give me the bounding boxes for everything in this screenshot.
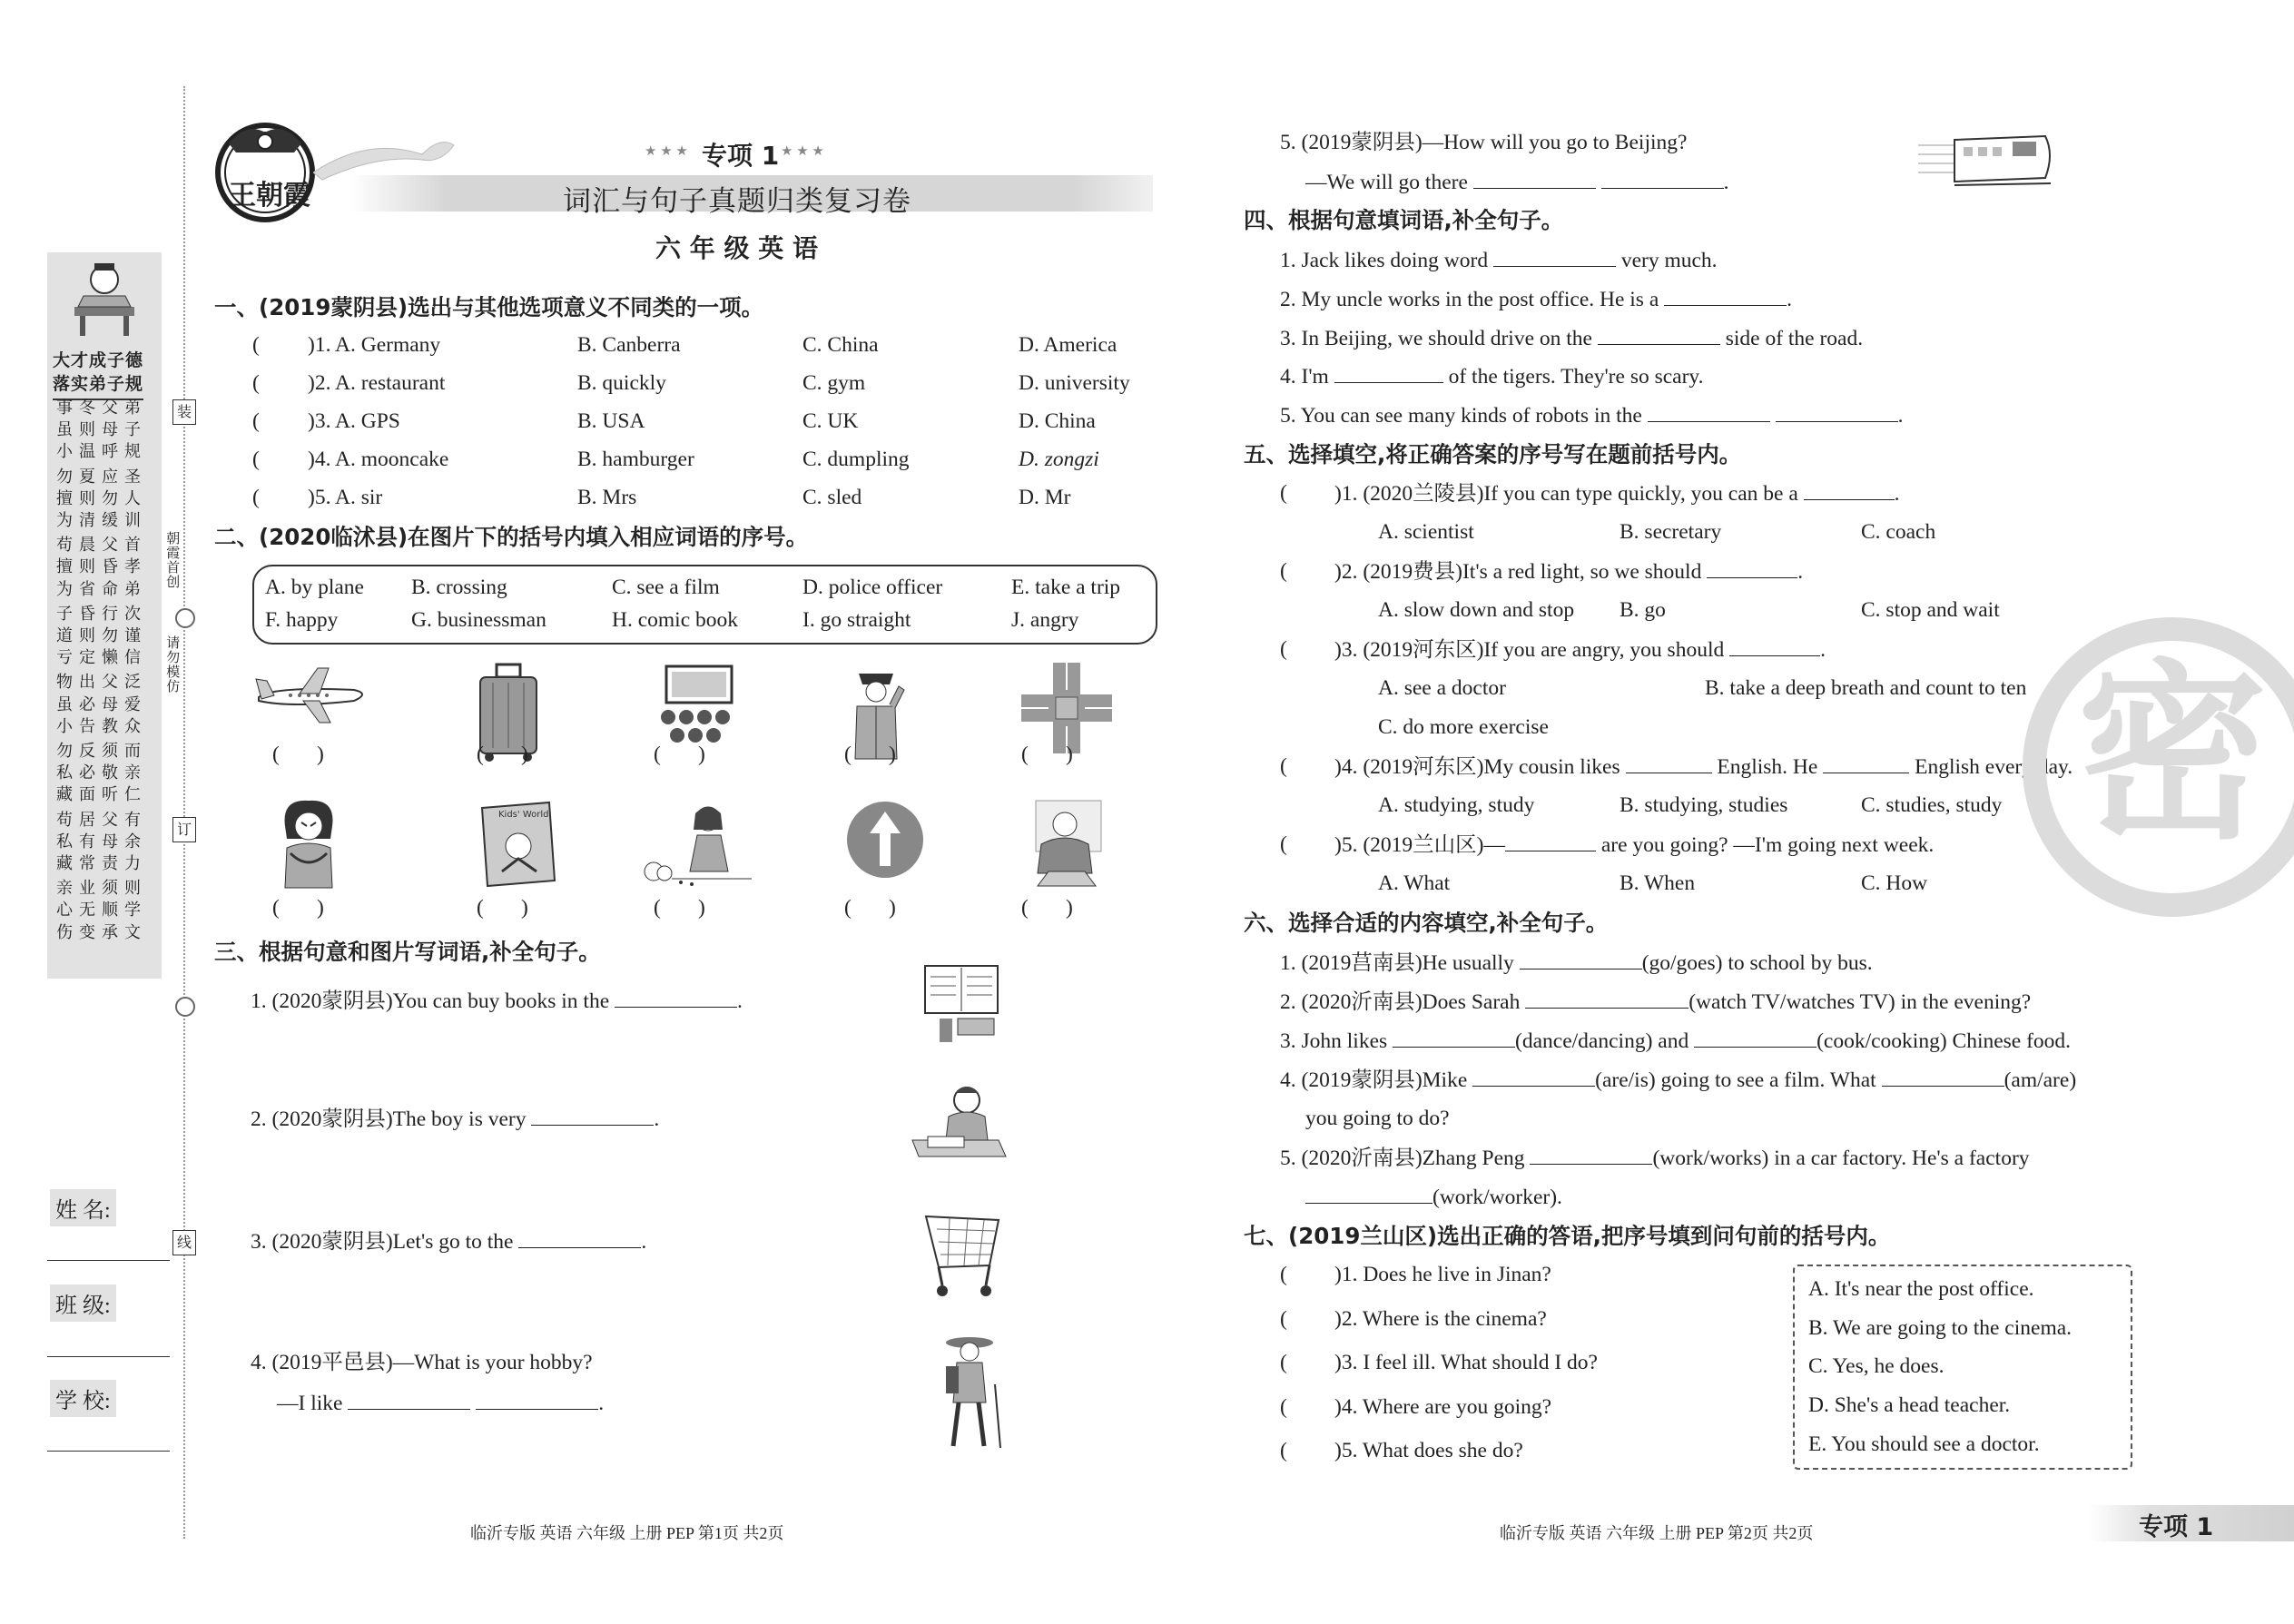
s5-q4-c: C. studies, study [1861,793,2003,817]
s7-answer: D. She's a head teacher. [1808,1393,2011,1417]
answer-paren[interactable]: ( ) [844,743,896,766]
watermark-seal [2023,617,2294,917]
binding-label-ding: 订 [172,817,196,842]
name-label: 姓 名: [50,1189,116,1226]
s1-option-d: D. Mr [1019,486,1071,509]
poem-line: 勿反须而 [56,742,147,760]
s5-q1: )1. (2020兰陵县)If you can type quickly, you can be a . [1334,482,1900,506]
s5-q5-b: B. When [1620,871,1696,895]
poem-line: 藏常责力 [56,854,147,872]
s5-q4-paren[interactable]: ( [1280,754,1287,778]
s2-option: J. angry [1011,608,1079,632]
s4-item-4: 4. I'm of the tigers. They're so scary. [1280,365,1704,389]
s2-option: G. businessman [411,608,546,632]
s2-option: I. go straight [802,608,911,632]
section4-title: 四、根据句意填词语,补全句子。 [1244,207,1564,233]
s7-question: )3. I feel ill. What should I do? [1334,1351,1598,1374]
s7-answer: C. Yes, he does. [1808,1354,1944,1378]
poem-line: 虽必母爱 [56,694,147,714]
s5-q3: )3. (2019河东区)If you are angry, you should . [1334,638,1826,662]
answer-paren[interactable]: ( ) [844,896,896,920]
section2-title: 二、(2020临沭县)在图片下的括号内填入相应词语的序号。 [214,524,809,550]
answer-paren[interactable]: ( ) [1021,896,1073,920]
s4-item-3: 3. In Beijing, we should drive on the side of the road. [1280,327,1864,350]
poem-line: 心无顺学 [56,901,147,920]
poem-line: 事冬父弟 [56,399,147,417]
crossing-icon [1021,663,1112,753]
s2-option: E. take a trip [1011,576,1121,599]
school-label: 学 校: [50,1380,116,1417]
binding-label-zhuang: 装 [172,399,196,425]
binding-strip [0,0,195,1624]
binding-note-1: 朝霞首创 [164,531,180,589]
s6-item-4-cont: you going to do? [1305,1107,1450,1130]
s5-q1-a: A. scientist [1378,520,1474,544]
angry-girl-icon [272,799,345,890]
go-straight-icon [844,799,926,881]
s1-option-d: D. zongzi [1019,448,1099,471]
answer-paren[interactable]: ( ) [654,743,705,766]
s1-option-b: B. Mrs [577,486,637,509]
answer-paren[interactable]: ( ) [272,896,324,920]
poem-line: 子昏行次 [56,604,147,623]
s7-answer: A. It's near the post office. [1808,1277,2034,1301]
s5-q3-b: B. take a deep breath and count to ten [1705,676,2027,700]
s7-answer: B. We are going to the cinema. [1808,1316,2072,1340]
s6-item-3: 3. John likes (dance/dancing) and (cook/cooking) Chinese food. [1280,1029,2072,1053]
s2-option: F. happy [265,608,339,632]
footer-left: 临沂专版 英语 六年级 上册 PEP 第1页 共2页 [470,1524,784,1542]
page-title: 词汇与句子真题归类复习卷 [563,185,911,218]
s5-q2-a: A. slow down and stop [1378,598,1575,622]
s2-option: C. see a film [612,576,720,599]
s3-item-4: 4. (2019平邑县)—What is your hobby? [251,1351,593,1374]
school-field-line[interactable] [47,1451,170,1452]
s1-option-c: C. UK [802,409,859,433]
series-stars-right: ★ ★ ★ [781,144,824,159]
poem-line: 为省命弟 [56,579,147,598]
s6-item-2: 2. (2020沂南县)Does Sarah (watch TV/watches TV) in the evening? [1280,990,2032,1014]
s4-item-5: 5. You can see many kinds of robots in the . [1280,404,1904,428]
s6-item-1: 1. (2019莒南县)He usually (go/goes) to school by bus. [1280,951,1873,975]
s1-option-a: )1. A. Germany [308,333,441,357]
poem-line: 擅则昏孝 [56,557,147,576]
train-icon [1918,127,2054,200]
s6-item-5-cont: (work/worker). [1305,1186,1562,1209]
s1-option-a: )4. A. mooncake [308,448,449,471]
s7-question: )5. What does she do? [1334,1439,1523,1462]
s1-paren[interactable]: ( [252,448,260,471]
s3-item-2: 2. (2020蒙阴县)The boy is very . [251,1107,660,1131]
footer-tag: 专项 1 [2139,1513,2214,1541]
s7-paren[interactable]: ( [1280,1395,1287,1419]
s7-paren[interactable]: ( [1280,1307,1287,1331]
series-stars-left: ★ ★ ★ [645,144,688,159]
s4-item-1: 1. Jack likes doing word very much. [1280,249,1718,272]
cinema-icon [654,663,744,753]
motto-line-1: 大才成子德 [53,351,144,370]
brand-name: 王朝霞 [229,180,310,212]
poem-line: 小告教众 [56,716,147,735]
s7-answer: E. You should see a doctor. [1808,1432,2040,1456]
section7-title: 七、(2019兰山区)选出正确的答语,把序号填到问句前的括号内。 [1244,1223,1891,1249]
svg-text:Kids' World: Kids' World [498,810,549,820]
answer-paren[interactable]: ( ) [654,896,705,920]
poem-line: 虽则母子 [56,420,147,439]
footer-right: 临沂专版 英语 六年级 上册 PEP 第2页 共2页 [1500,1524,1814,1542]
s5-q1-c: C. coach [1861,520,1936,544]
s1-paren[interactable]: ( [252,486,260,509]
s1-option-d: D. university [1019,371,1130,395]
boy-thinking-icon [908,1080,1008,1162]
poem-line: 勿夏应圣 [56,467,147,486]
answer-paren[interactable]: ( ) [1021,743,1073,766]
binding-hole-1 [175,608,195,628]
poem-line: 道则勿谨 [56,626,147,645]
s4-item-2: 2. My uncle works in the post office. He is a . [1280,288,1793,311]
s5-q2-paren[interactable]: ( [1280,559,1287,583]
shopping-cart-icon [917,1207,1008,1302]
s2-option: D. police officer [802,576,943,599]
name-field-line[interactable] [47,1260,170,1261]
s1-paren[interactable]: ( [252,371,260,395]
s1-option-b: B. hamburger [577,448,694,471]
s1-option-a: )5. A. sir [308,486,383,509]
s7-question: )1. Does he live in Jinan? [1334,1263,1551,1286]
s5-q2-b: B. go [1620,598,1666,622]
s2-option: B. crossing [411,576,507,599]
s5-q4-b: B. studying, studies [1620,793,1788,817]
s5-q3-a: A. see a doctor [1378,676,1506,700]
poem-line: 苟晨父首 [56,536,147,555]
s3-item-4-answer: —I like . [277,1392,605,1415]
s1-option-a: )3. A. GPS [308,409,400,433]
class-label: 班 级: [50,1284,116,1322]
s5-q1-paren[interactable]: ( [1280,481,1287,505]
section6-title: 六、选择合适的内容填空,补全句子。 [1244,910,1609,936]
s5-q1-b: B. secretary [1620,520,1722,544]
bookstore-icon [921,962,1003,1044]
s5-q4-a: A. studying, study [1378,793,1535,817]
s5-q5-c: C. How [1861,871,1928,895]
s5-q5-paren[interactable]: ( [1280,832,1287,856]
s1-option-c: C. China [802,333,879,357]
s1-option-b: B. USA [577,409,645,433]
s7-paren[interactable]: ( [1280,1263,1287,1286]
motto-line-2: 落实弟子规 [53,370,143,400]
s3-item-5-q: 5. (2019蒙阴县)—How will you go to Beijing? [1280,131,1688,154]
s1-option-d: D. China [1019,409,1096,433]
section5-title: 五、选择填空,将正确答案的序号写在题前括号内。 [1244,441,1742,468]
sidebar-panel [47,252,162,979]
s3-item-1: 1. (2020蒙阴县)You can buy books in the . [251,989,743,1013]
poem-line: 为清缓训 [56,511,147,529]
answer-paren[interactable]: ( ) [477,743,528,766]
poem-line: 私有母余 [56,832,147,851]
poem-line: 苟居父有 [56,810,147,829]
poem-line: 藏面听仁 [56,785,147,804]
s5-q4: )4. (2019河东区)My cousin likes English. He English every day. [1334,755,2073,779]
s2-option: A. by plane [265,576,364,599]
poem-line: 亲业须则 [56,879,147,898]
poem-line: 私必敬亲 [56,763,147,782]
s6-item-5: 5. (2020沂南县)Zhang Peng (work/works) in a car factory. He's a factory [1280,1147,2030,1170]
dotted-binding-line [183,86,185,1539]
poem-line: 小温呼规 [56,442,147,461]
section1-title: 一、(2019蒙阴县)选出与其他选项意义不同类的一项。 [214,294,764,320]
s7-paren[interactable]: ( [1280,1439,1287,1462]
poem-line: 伤变承文 [56,922,147,941]
s5-q3-c: C. do more exercise [1378,715,1549,739]
watermark-char: 密 [2076,643,2268,865]
s1-option-c: C. gym [802,371,866,395]
scholar-icon [64,260,145,348]
s1-option-b: B. Canberra [577,333,681,357]
section3-title: 三、根据句意和图片写词语,补全句子。 [214,939,601,965]
s1-paren[interactable]: ( [252,333,260,357]
s5-q2-c: C. stop and wait [1861,598,2000,622]
s1-paren[interactable]: ( [252,409,260,433]
class-field-line[interactable] [47,1356,170,1357]
s6-item-4: 4. (2019蒙阴县)Mike (are/is) going to see a film. What (am/are) [1280,1068,2077,1092]
s1-option-d: D. America [1019,333,1117,357]
s5-q5-a: A. What [1378,871,1451,895]
s1-option-c: C. sled [802,486,862,509]
series-label: 专项 1 [702,141,780,171]
s5-q5: )5. (2019兰山区)— are you going? —I'm going next week. [1334,833,1935,857]
page-subtitle: 六 年 级 英 语 [655,233,818,263]
s7-question: )4. Where are you going? [1334,1395,1552,1419]
answer-paren[interactable]: ( ) [272,743,324,766]
poem-line: 亏定懒信 [56,648,147,667]
answer-paren[interactable]: ( ) [477,896,528,920]
happy-girl-icon [635,799,753,890]
s5-q2: )2. (2019费县)It's a red light, so we should . [1334,560,1804,584]
binding-label-xian: 线 [172,1230,196,1255]
s3-item-3: 3. (2020蒙阴县)Let's go to the . [251,1230,647,1254]
s1-option-a: )2. A. restaurant [308,371,446,395]
hiker-icon [935,1330,1008,1452]
poem-line: 物出父泛 [56,673,147,692]
binding-note-2: 请勿模仿 [164,635,180,694]
businessman-icon [1021,799,1103,890]
s2-option: H. comic book [612,608,739,632]
s1-option-b: B. quickly [577,371,666,395]
s7-question: )2. Where is the cinema? [1334,1307,1547,1331]
s1-option-c: C. dumpling [802,448,910,471]
binding-hole-2 [175,997,195,1017]
s5-q3-paren[interactable]: ( [1280,637,1287,661]
plane-icon [254,663,372,726]
poem-line: 擅则勿人 [56,488,147,507]
s7-paren[interactable]: ( [1280,1351,1287,1374]
s3-item-5-a: —We will go there . [1305,171,1729,194]
comic-book-icon [477,799,558,890]
